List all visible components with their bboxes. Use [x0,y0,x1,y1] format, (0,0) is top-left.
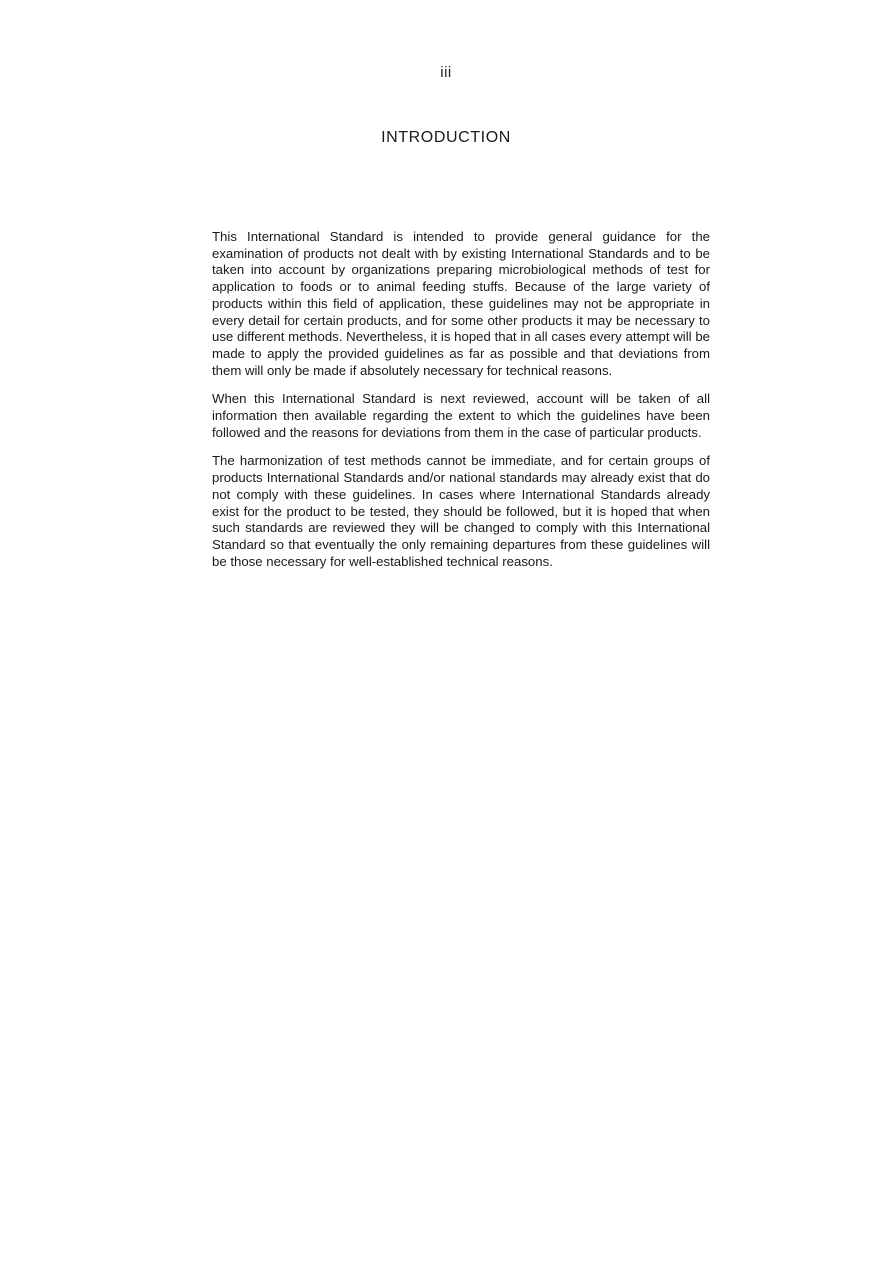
paragraph-2: When this International Standard is next reviewed, account will be taken of all information then available regarding the extent to which the guidelines have been followed and the reasons for deviations from them in the case of particular products. [212,391,710,440]
introduction-body [212,229,710,582]
paragraph-3: The harmonization of test methods cannot be immediate, and for certain groups of products International Standards and/or national standards may already exist that do not comply with these guidelines. In cases where International Standards already exist for the product to be tested, they should be followed, but it is hoped that when such standards are reviewed they will be changed to comply with this International Standard so that eventually the only remaining departures from these guidelines will be those necessary for well-established technical reasons. [212,453,710,569]
page-title: INTRODUCTION [381,129,511,146]
paragraph-1: This International Standard is intended to provide general guidance for the examination of products not dealt with by existing International Standards and to be taken into account by organizations preparing microbiological methods of test for application to foods or to animal feeding stuffs. Because of the large variety of products within this field of application, these guidelines may not be appropriate in every detail for certain products, and for some other products it may be necessary to use different methods. Nevertheless, it is hoped that in all cases every attempt will be made to apply the provided guidelines as far as possible and that deviations from them will only be made if absolutely necessary for technical reasons. [212,229,710,378]
page-number: iii [440,64,452,81]
